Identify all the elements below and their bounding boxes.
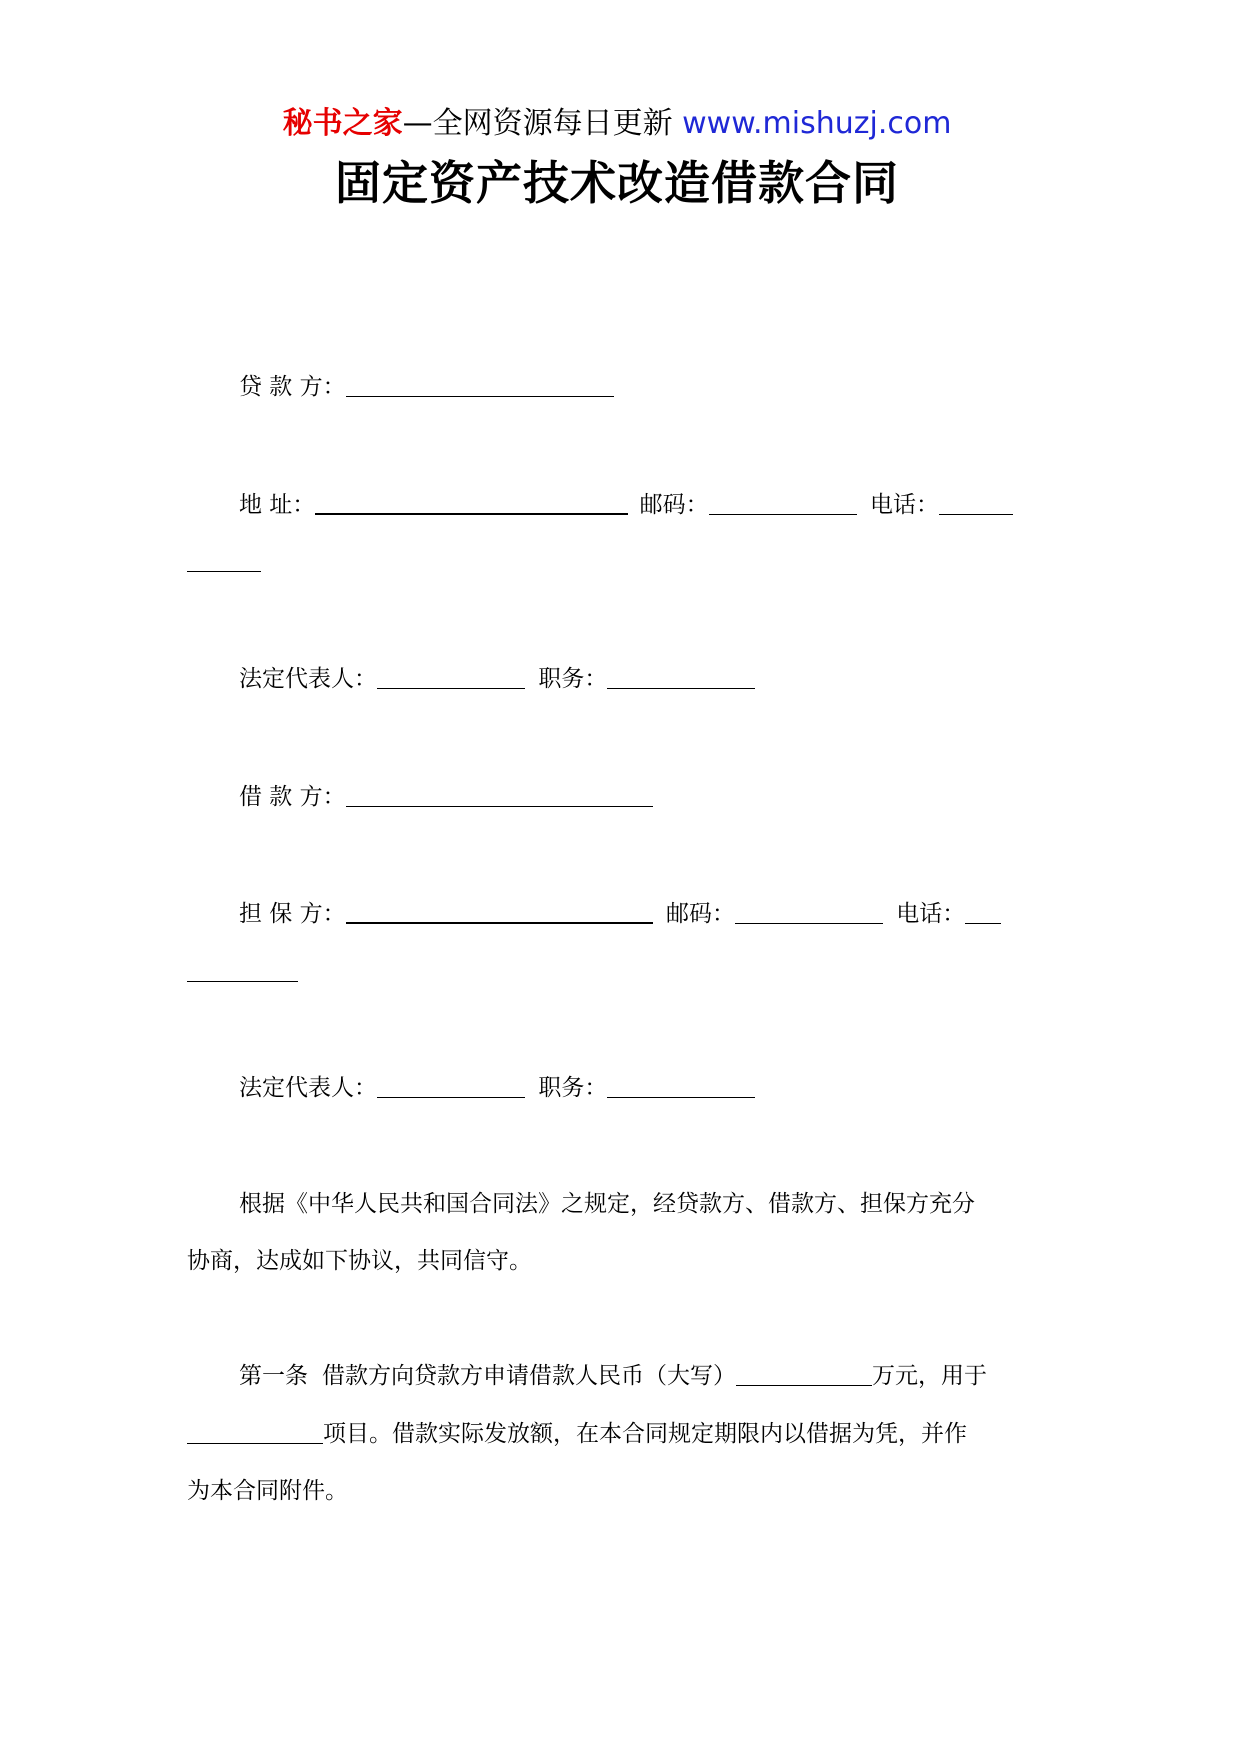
lender-field[interactable] — [346, 374, 614, 397]
project-name-field[interactable] — [187, 1421, 323, 1444]
phone-field-2[interactable] — [965, 901, 1001, 924]
postcode-field-2[interactable] — [735, 901, 883, 924]
loan-amount-field[interactable] — [736, 1363, 872, 1386]
borrower-line — [187, 781, 1099, 813]
legal-rep-field-2[interactable] — [377, 1075, 525, 1098]
slogan: —全网资源每日更新 — [402, 106, 673, 141]
article-1-line-2 — [187, 1418, 1047, 1450]
postcode-field[interactable] — [709, 492, 857, 515]
document-title: 固定资产技术改造借款合同 — [335, 156, 899, 210]
article-1-line-1 — [187, 1360, 1099, 1392]
guarantor-field[interactable] — [346, 900, 653, 924]
address-field[interactable] — [315, 491, 628, 515]
postcode-label: 邮码： — [639, 492, 709, 518]
guarantor-label: 担 保 方： — [239, 901, 346, 927]
position-field[interactable] — [607, 666, 755, 689]
address-label: 地 址： — [239, 492, 316, 518]
article-1-text-2: 项目。借款实际发放额，在本合同规定期限内以借据为凭，并作 — [323, 1421, 967, 1447]
phone-label-2: 电话： — [896, 901, 966, 927]
preamble-line-1: 根据《中华人民共和国合同法》之规定，经贷款方、借款方、担保方充分 — [239, 1191, 975, 1217]
legal-rep-line — [187, 663, 1099, 695]
legal-rep-label: 法定代表人： — [239, 666, 377, 692]
phone-label: 电话： — [869, 492, 939, 518]
borrower-label: 借 款 方： — [239, 784, 346, 810]
address-line — [187, 489, 1099, 521]
position-label: 职务： — [538, 666, 608, 692]
phone-field-2-cont[interactable] — [187, 959, 298, 982]
phone-field[interactable] — [939, 492, 1013, 515]
guarantor-line-cont — [187, 956, 1047, 988]
article-1-text-1: 借款方向贷款方申请借款人民币（大写） — [322, 1363, 736, 1389]
legal-rep-field[interactable] — [377, 666, 525, 689]
preamble-line-2: 协商，达成如下协议，共同信守。 — [187, 1248, 532, 1274]
site-url-link[interactable]: www.mishuzj.com — [682, 106, 952, 141]
position-field-2[interactable] — [607, 1075, 755, 1098]
legal-rep-label-2: 法定代表人： — [239, 1075, 377, 1101]
borrower-field[interactable] — [346, 784, 653, 807]
lender-line — [187, 371, 1099, 403]
phone-field-cont[interactable] — [187, 549, 261, 572]
lender-label: 贷 款 方： — [239, 374, 346, 400]
legal-rep-line-2 — [187, 1072, 1099, 1104]
position-label-2: 职务： — [538, 1075, 608, 1101]
article-1-heading: 第一条 — [239, 1363, 308, 1389]
guarantor-line — [187, 898, 1099, 930]
article-1-line-3: 为本合同附件。 — [187, 1478, 348, 1504]
site-header — [0, 104, 1234, 144]
article-1-unit: 万元，用于 — [872, 1363, 987, 1389]
address-line-cont — [187, 546, 1047, 578]
brand-name: 秘书之家 — [282, 106, 403, 141]
postcode-label-2: 邮码： — [665, 901, 735, 927]
